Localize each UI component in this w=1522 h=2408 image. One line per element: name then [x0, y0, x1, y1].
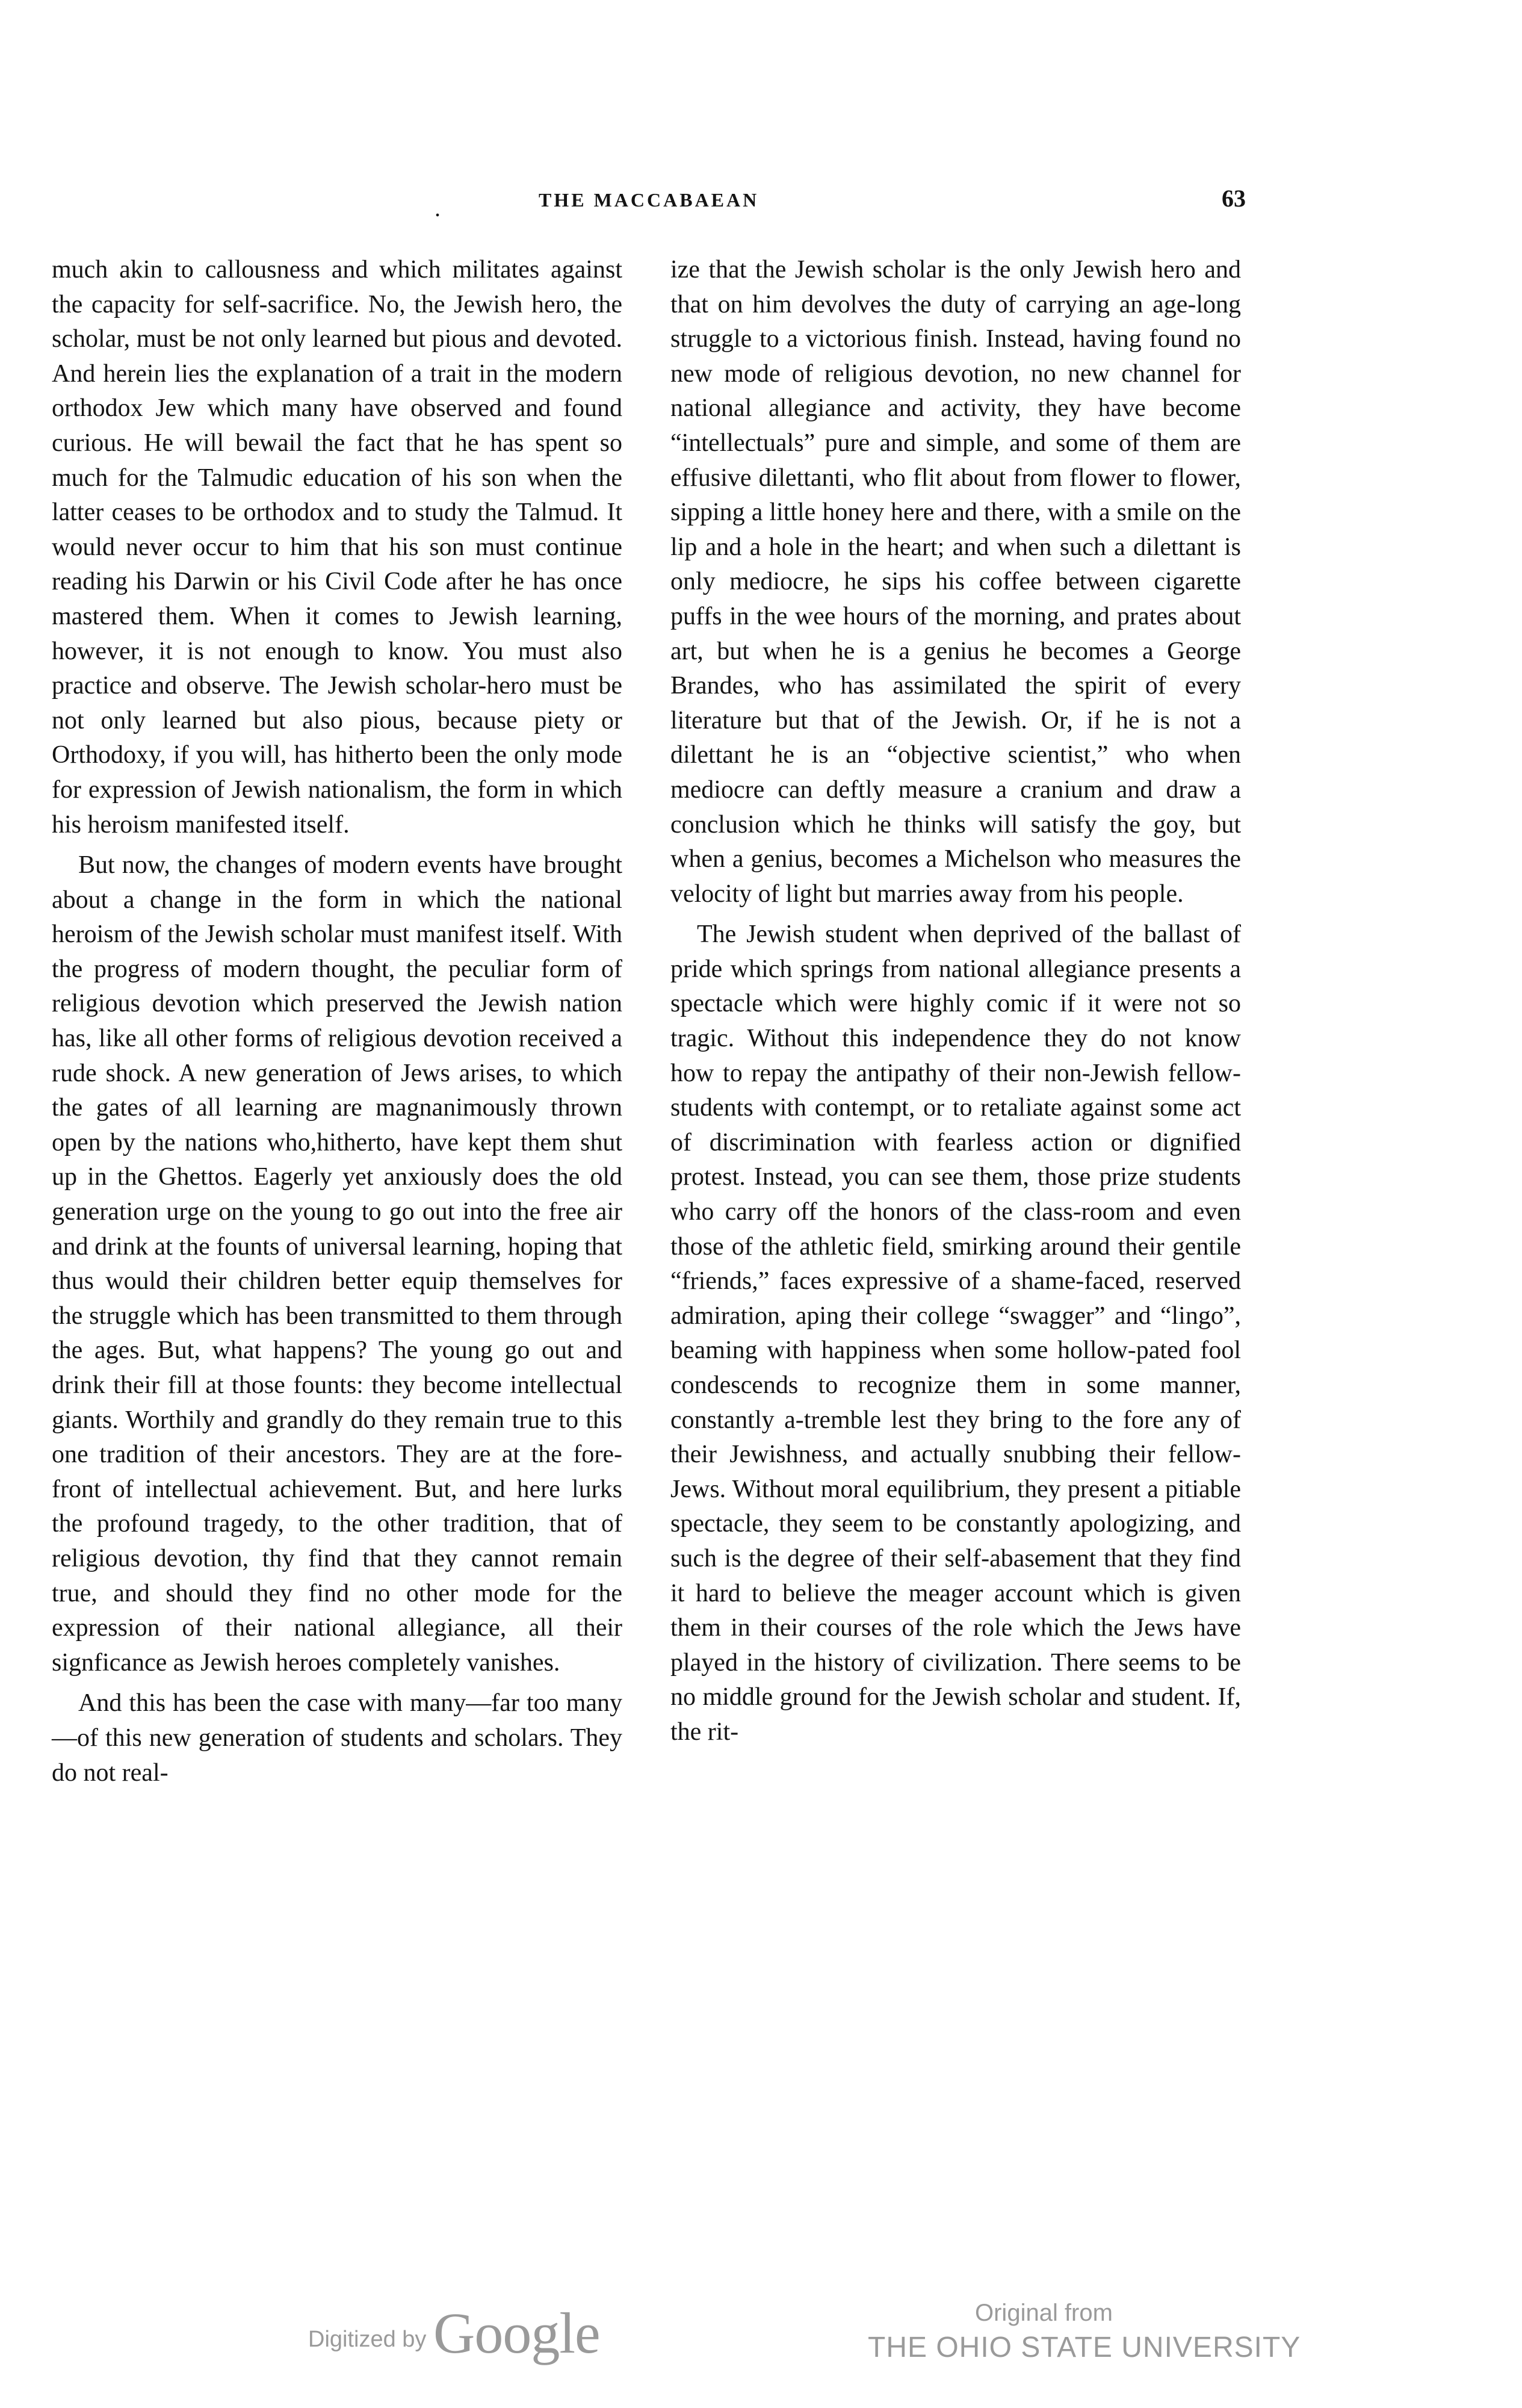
google-logo: Google	[433, 2301, 600, 2365]
right-column	[670, 253, 1241, 1750]
journal-title: THE MACCABAEAN	[539, 189, 759, 211]
institution-name: THE OHIO STATE UNIVERSITY	[868, 2332, 1301, 2363]
paragraph: ize that the Jewish scholar is the only Jewish hero and that on him devolves the duty of carrying an age-long struggle to a victorious finish. Instead, having found no new mode of religious devotion, no new channel for national allegiance and activity, they have become “intellectuals” pure and simple, and some of them are effusive dilettanti, who flit about from flower to flower, sipping a little honey here and there, with a smile on the lip and a hole in the heart; and when such a dilettant is only mediocre, he sips his coffee between cigarette puffs in the wee hours of the morning, and prates about art, but when he is a genius he becomes a George Brandes, who has assimilated the spirit of every literature but that of the Jewish. Or, if he is not a dilettant he is an “objective scientist,” who when mediocre can deftly measure a cranium and draw a conclusion which he thinks will satisfy the goy, but when a genius, becomes a Michelson who measures the velocity of light but marries away from his people.	[670, 256, 1241, 908]
paragraph: And this has been the case with many—far too many—of this new generation of students and scholars. They do not real-	[52, 1689, 622, 1787]
running-header	[0, 181, 1522, 229]
paragraph: much akin to callousness and which militates against the capacity for self-sacrifice. No, the Jewish hero, the scholar, must be not only learned but pious and devoted. And herein lies the explanation of a trait in the modern orthodox Jew which many have observed and found curious. He will bewail the fact that he has spent so much for the Talmudic education of his son when the latter ceases to be orthodox and to study the Talmud. It would never occur to him that his son must continue reading his Darwin or his Civil Code after he has once mastered them. When it comes to Jewish learning, however, it is not enough to know. You must also practice and observe. The Jewish scholar-hero must be not only learned but also pious, because piety or Orthodoxy, if you will, has hitherto been the only mode for expression of Jewish nationalism, the form in which his heroism manifested itself.	[52, 256, 622, 839]
page-number: 63	[1222, 185, 1246, 212]
left-column	[52, 253, 622, 1790]
original-from-label: Original from	[975, 2300, 1113, 2326]
paragraph: The Jewish student when deprived of the ballast of pride which springs from national allegiance presents a spectacle which were highly comic if it were not so tragic. Without this independence they do not know how to repay the antipathy of their non-Jewish fellow-students with contempt, or to retaliate against some act of discrimination with fearless action or dignified protest. Instead, you can see them, those prize students who carry off the honors of the class-room and even those of the athletic field, smirking around their gentile “friends,” faces expressive of a shame-faced, reserved admiration, aping their college “swagger” and “lingo”, beaming with happiness when some hollow-pated fool condescends to recognize them in some manner, constantly a-tremble lest they bring to the fore any of their Jewishness, and actually snubbing their fellow-Jews. Without moral equilibrium, they present a pitiable spectacle, they seem to be constantly apologizing, and such is the degree of their self-abasement that they find it hard to believe the meager account which is given them in their courses of the role which the Jews have played in the history of civilization. There seems to be no middle ground for the Jewish scholar and student. If, the rit-	[670, 920, 1241, 1746]
header-mark: .	[435, 194, 441, 222]
digitized-by-label: Digitized by	[308, 2327, 427, 2352]
paragraph: But now, the changes of modern events have brought about a change in the form in which the national heroism of the Jewish scholar must manifest itself. With the progress of modern thought, the peculiar form of religious devotion which preserved the Jewish nation has, like all other forms of religious devotion received a rude shock. A new generation of Jews arises, to which the gates of all learning are magnanimously thrown open by the nations who,hitherto, have kept them shut up in the Ghettos. Eagerly yet anxiously does the old generation urge on the young to go out into the free air and drink at the founts of universal learning, hoping that thus would their children better equip themselves for the struggle which has been transmitted to them through the ages. But, what happens? The young go out and drink their fill at those founts: they become intellectual giants. Worthily and grandly do they remain true to this one tradition of their ancestors. They are at the fore-front of intellectual achievement. But, and here lurks the profound tragedy, to the other tradition, that of religious devotion, thy find that they cannot remain true, and should they find no other mode for the expression of their national allegiance, all their signficance as Jewish heroes completely vanishes.	[52, 851, 622, 1677]
digitization-footer	[0, 2276, 1522, 2396]
